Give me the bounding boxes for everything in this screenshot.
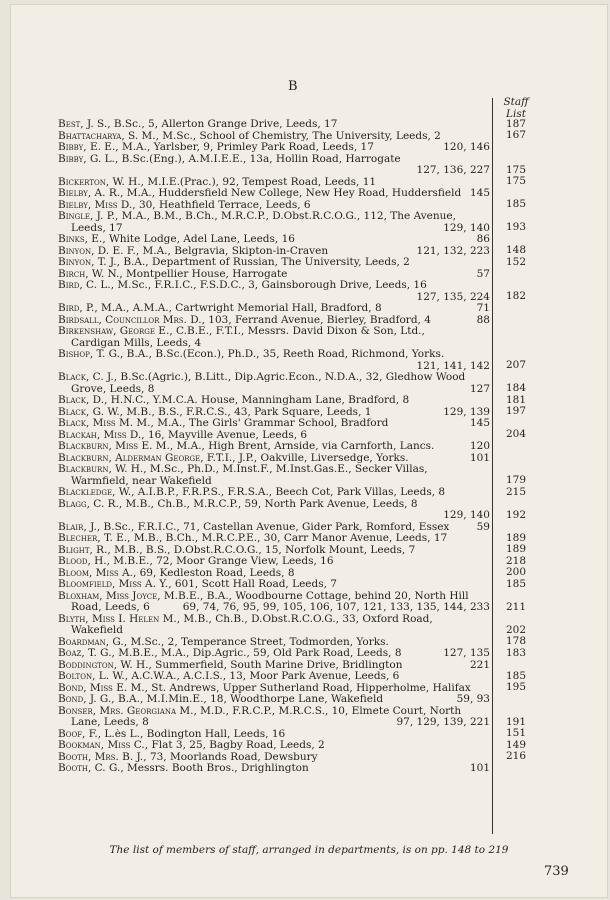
entry-line (58, 510, 490, 522)
entry-name: Bielby, Miss D. (58, 199, 133, 211)
directory-entry (58, 568, 490, 580)
entry-list (58, 119, 490, 775)
entry-line (58, 579, 490, 591)
entry-name: Bloxham, Miss Joyce (58, 590, 158, 602)
entry-line (58, 476, 490, 488)
directory-entry (58, 763, 490, 775)
entry-name: Black, Miss M. M. (58, 418, 151, 429)
staff-number: 197 (505, 405, 527, 417)
entry-name: Bookman, Miss C. (58, 740, 145, 751)
entry-line (58, 384, 490, 396)
entry-pages: 129, 140 (443, 221, 490, 234)
entry-text: Black, Miss M. M., M.A., The Girls' Grammar School, Bradford (58, 418, 389, 429)
entry-line (58, 752, 490, 764)
entry-text: Blagg, C. R., M.B., Ch.B., M.R.C.P., 59, North Park Avenue, Leeds, 8 (58, 498, 418, 510)
entry-text: Blackburn, Alderman George, F.T.I., J.P., Oakville, Liversedge, Yorks. (58, 452, 409, 464)
directory-entry (58, 188, 490, 200)
staff-number: 185 (505, 198, 527, 210)
entry-line (58, 625, 490, 637)
staff-number: 207 (505, 359, 527, 371)
entry-line (58, 315, 490, 327)
entry-line (58, 464, 490, 476)
entry-name: Bolton, L. W. (58, 671, 125, 682)
staff-header-line-1: Staff (503, 96, 529, 108)
entry-line (58, 453, 490, 465)
entry-name: Boardman, G. (58, 636, 124, 648)
entry-name: Binyon, D. E. F. (58, 245, 136, 257)
entry-text: Birkenshaw, George E., C.B.E., F.T.I., Messrs. David Dixon & Son, Ltd., (58, 326, 425, 337)
entry-name: Blackburn, Alderman George (58, 452, 201, 464)
entry-pages: 221 (469, 658, 490, 671)
entry-name: Bielby, A. R. (58, 188, 121, 199)
directory-entry (58, 522, 490, 534)
directory-entry (58, 303, 490, 315)
entry-name: Blecher, T. E. (58, 533, 128, 544)
directory-entry (58, 349, 490, 372)
staff-number: 182 (505, 290, 527, 302)
entry-name: Black, G. W. (58, 406, 120, 418)
entry-name: Binks, E. (58, 234, 103, 245)
directory-entry (58, 499, 490, 522)
entry-name: Bloomfield, Miss A. Y. (58, 579, 169, 590)
entry-text: Booth, Mrs. B. J., 73, Moorlands Road, Dewsbury (58, 751, 318, 763)
directory-entry (58, 154, 490, 177)
directory-entry (58, 579, 490, 591)
page-number: 739 (544, 864, 569, 879)
entry-line (58, 740, 490, 752)
staff-number: 178 (505, 635, 527, 647)
staff-number: 191 (505, 715, 527, 728)
entry-name: Bhattacharya, S. M. (58, 130, 156, 142)
entry-name: Blackburn, Miss E. M. (58, 441, 170, 452)
entry-line (58, 269, 490, 281)
staff-header-line-2: List (506, 107, 526, 120)
directory-entry (58, 545, 490, 557)
staff-number: 148 (505, 244, 527, 256)
directory-entry (58, 752, 490, 764)
entry-text: Blair, J., B.Sc., F.R.I.C., 71, Castellan Avenue, Gider Park, Romford, Essex (58, 521, 450, 533)
staff-number: 187 (505, 117, 527, 130)
entry-name: Blagg, C. R. (58, 498, 119, 510)
entry-text: Boardman, G., M.Sc., 2, Temperance Street, Todmorden, Yorks. (58, 636, 389, 648)
staff-number: 218 (505, 554, 527, 567)
directory-entry (58, 660, 490, 672)
entry-pages: 145 (469, 187, 490, 199)
staff-number: 167 (505, 129, 527, 141)
entry-line (58, 292, 490, 304)
entry-text: Bibby, G. L., B.Sc.(Eng.), A.M.I.E.E., 13a, Hollin Road, Harrogate (58, 153, 401, 165)
entry-line (58, 614, 490, 626)
entry-line (58, 165, 490, 177)
directory-entry (58, 177, 490, 189)
entry-line (58, 545, 490, 557)
entry-pages: 57 (476, 267, 490, 280)
entry-name: Blair, J. (58, 521, 97, 533)
entry-text: Bloomfield, Miss A. Y., 601, Scott Hall Road, Leeds, 7 (58, 579, 337, 590)
entry-text: Black, D., H.N.C., Y.M.C.A. House, Manningham Lane, Bradford, 8 (58, 395, 410, 406)
entry-line (58, 637, 490, 649)
entry-pages: 127, 135, 224 (416, 290, 490, 303)
entry-pages: 59 (476, 520, 490, 533)
entry-line (58, 372, 490, 384)
entry-line (58, 280, 490, 292)
staff-number: 215 (505, 485, 527, 498)
staff-number: 184 (505, 382, 527, 394)
entry-pages: 127, 136, 227 (416, 164, 490, 176)
entry-pages: 101 (469, 451, 490, 464)
directory-entry (58, 119, 490, 131)
entry-text: Blight, R., M.B., B.S., D.Obst.R.C.O.G., 15, Norfolk Mount, Leeds, 7 (58, 544, 416, 556)
directory-entry (58, 740, 490, 752)
directory-entry (58, 706, 490, 729)
directory-entry (58, 246, 490, 258)
entry-text: Best, J. S., B.Sc., 5, Allerton Grange Drive, Leeds, 17 (58, 119, 338, 130)
entry-name: Boaz, T. G. (58, 648, 112, 659)
staff-number: 204 (505, 428, 527, 440)
directory-entry (58, 131, 490, 143)
directory-page (10, 4, 608, 898)
directory-entry (58, 487, 490, 499)
directory-entry (58, 372, 490, 395)
directory-entry (58, 430, 490, 442)
entry-text: Bloom, Miss A., 69, Kedleston Road, Leeds, 8 (58, 567, 295, 579)
directory-entry (58, 671, 490, 683)
entry-pages: 59, 93 (456, 693, 490, 705)
entry-line (58, 556, 490, 568)
entry-line (58, 200, 490, 212)
entry-name: Bibby, G. L. (58, 153, 115, 165)
directory-entry (58, 407, 490, 419)
staff-number: 179 (505, 474, 527, 486)
entry-name: Blackah, Miss D. (58, 429, 142, 441)
directory-entry (58, 453, 490, 465)
entry-line (58, 763, 490, 775)
entry-pages: 127, 135 (443, 647, 490, 659)
entry-name: Birdsall, Councillor Mrs. D. (58, 314, 202, 326)
entry-line (58, 326, 490, 338)
entry-text: Bloxham, Miss Joyce, M.B.E., B.A., Woodbourne Cottage, behind 20, North Hill (58, 590, 469, 602)
entry-text: Bickerton, W. H., M.I.E.(Prac.), 92, Tempest Road, Leeds, 11 (58, 176, 377, 188)
staff-number: 152 (505, 255, 527, 268)
entry-text: Warmfield, near Wakefield (71, 475, 212, 487)
staff-number: 193 (505, 221, 527, 233)
entry-text: Grove, Leeds, 8 (71, 383, 155, 395)
entry-text: Lane, Leeds, 8 (71, 717, 149, 728)
entry-text: Cardigan Mills, Leeds, 4 (71, 337, 202, 349)
entry-name: Bird, P. (58, 303, 95, 314)
entry-line (58, 142, 490, 154)
entry-text: Road, Leeds, 6 (71, 602, 150, 613)
entry-name: Bond, Miss E. M. (58, 682, 145, 694)
entry-line (58, 683, 490, 695)
entry-text: Blackburn, W. H., M.Sc., Ph.D., M.Inst.F., M.Inst.Gas.E., Secker Villas, (58, 464, 428, 475)
entry-pages: 71 (476, 302, 490, 314)
entry-line (58, 729, 490, 741)
staff-number: 149 (505, 738, 527, 751)
directory-entry (58, 694, 490, 706)
entry-text: Bird, P., M.A., A.M.A., Cartwright Memorial Hall, Bradford, 8 (58, 303, 382, 314)
entry-pages: 121, 132, 223 (416, 244, 490, 257)
directory-entry (58, 533, 490, 545)
entry-pages: 121, 141, 142 (416, 359, 490, 372)
directory-entry (58, 326, 490, 349)
directory-entry (58, 142, 490, 154)
staff-number: 175 (505, 175, 527, 187)
entry-line (58, 234, 490, 246)
entry-pages: 69, 74, 76, 95, 99, 105, 106, 107, 121, 133, 135, 144, 233 (182, 601, 490, 613)
entry-name: Blackburn, W. H. (58, 464, 144, 475)
staff-number: 216 (505, 750, 527, 762)
entry-pages: 88 (476, 313, 490, 326)
staff-number: 175 (505, 163, 527, 176)
entry-pages: 127 (469, 382, 490, 395)
entry-text: Boof, F., L.ès L., Bodington Hall, Leeds, 16 (58, 728, 286, 740)
entry-name: Birkenshaw, George E. (58, 326, 170, 337)
entry-name: Bingle, J. P. (58, 211, 115, 222)
entry-text: Booth, C. G., Messrs. Booth Bros., Drighlington (58, 763, 309, 774)
entry-name: Booth, C. G. (58, 763, 121, 774)
entry-line (58, 671, 490, 683)
entry-name: Bonser, Mrs. Georgiana M. (58, 705, 194, 717)
staff-number: 195 (505, 681, 527, 693)
entry-line (58, 407, 490, 419)
entry-text: Bolton, L. W., A.C.W.A., A.C.I.S., 13, Moor Park Avenue, Leeds, 6 (58, 671, 400, 682)
entry-name: Best, J. S. (58, 119, 108, 130)
entry-line (58, 602, 490, 614)
entry-text: Blackah, Miss D., 16, Mayville Avenue, Leeds, 6 (58, 429, 308, 441)
staff-number: 202 (505, 623, 527, 636)
entry-pages: 86 (476, 233, 490, 245)
entry-pages: 129, 140 (443, 509, 490, 521)
entry-line (58, 349, 490, 361)
entry-name: Boddington, W. H. (58, 659, 149, 671)
staff-number: 189 (505, 543, 527, 555)
directory-entry (58, 464, 490, 487)
entry-line (58, 694, 490, 706)
directory-entry (58, 211, 490, 234)
entry-line (58, 303, 490, 315)
entry-name: Birch, W. N. (58, 268, 120, 280)
directory-entry (58, 257, 490, 269)
entry-text: Blackburn, Miss E. M., M.A., High Brent, Arnside, via Carnforth, Lancs. (58, 441, 435, 452)
entry-text: Bhattacharya, S. M., M.Sc., School of Chemistry, The University, Leeds, 2 (58, 130, 441, 142)
entry-text: Black, G. W., M.B., B.S., F.R.C.S., 43, Park Square, Leeds, 1 (58, 406, 372, 418)
entry-text: Birch, W. N., Montpellier House, Harrogate (58, 268, 288, 280)
entry-line (58, 395, 490, 407)
entry-pages: 101 (469, 762, 490, 774)
entry-line (58, 418, 490, 430)
entry-line (58, 487, 490, 499)
entry-text: Binks, E., White Lodge, Adel Lane, Leeds, 16 (58, 234, 295, 245)
entry-text: Binyon, D. E. F., M.A., Belgravia, Skipton-in-Craven (58, 245, 329, 257)
entry-name: Binyon, T. J. (58, 257, 117, 268)
entry-line (58, 568, 490, 580)
footer-note: The list of members of staff, arranged in departments, is on pp. 148 to 219 (109, 844, 509, 856)
entry-line (58, 361, 490, 373)
directory-entry (58, 441, 490, 453)
entry-line (58, 533, 490, 545)
entry-line (58, 119, 490, 131)
entry-name: Black, D. (58, 395, 105, 406)
directory-entry (58, 614, 490, 637)
entry-text: Boaz, T. G., M.B.E., M.A., Dip.Agric., 59, Old Park Road, Leeds, 8 (58, 648, 402, 659)
entry-line (58, 648, 490, 660)
directory-entry (58, 729, 490, 741)
entry-name: Blackledge, W. (58, 487, 132, 498)
entry-pages: 129, 139 (443, 405, 490, 418)
entry-text: Leeds, 17 (71, 222, 123, 234)
entry-name: Bloom, Miss A. (58, 567, 133, 579)
entry-line (58, 257, 490, 269)
staff-number: 185 (505, 577, 527, 590)
entry-name: Black, C. J. (58, 372, 114, 383)
entry-name: Bond, J. G. (58, 694, 112, 705)
entry-text: Black, C. J., B.Sc.(Agric.), B.Litt., Dip.Agric.Econ., N.D.A., 32, Gledhow Wood (58, 372, 466, 383)
entry-line (58, 660, 490, 672)
entry-text: Blackledge, W., A.I.B.P., F.R.P.S., F.R.S.A., Beech Cot, Park Villas, Leeds, 8 (58, 487, 446, 498)
entry-text: Bielby, Miss D., 30, Heathfield Terrace, Leeds, 6 (58, 199, 311, 211)
entry-text: Bingle, J. P., M.A., B.M., B.Ch., M.R.C.P., D.Obst.R.C.O.G., 112, The Avenue, (58, 211, 456, 222)
entry-line (58, 223, 490, 235)
entry-pages: 97, 129, 139, 221 (396, 716, 490, 728)
directory-entry (58, 315, 490, 327)
staff-number: 211 (505, 600, 527, 613)
entry-line (58, 717, 490, 729)
entry-text: Bookman, Miss C., Flat 3, 25, Bagby Road, Leeds, 2 (58, 740, 325, 751)
entry-text: Bishop, T. G., B.A., B.Sc.(Econ.), Ph.D., 35, Reeth Road, Richmond, Yorks. (58, 349, 445, 360)
entry-line (58, 177, 490, 189)
staff-number: 185 (505, 669, 527, 682)
directory-entry (58, 418, 490, 430)
entry-line (58, 430, 490, 442)
staff-number: 151 (505, 727, 527, 739)
entry-text: Boddington, W. H., Summerfield, South Marine Drive, Bridlington (58, 659, 403, 671)
directory-entry (58, 637, 490, 649)
entry-pages: 145 (469, 417, 490, 429)
entry-name: Bishop, T. G. (58, 349, 120, 360)
staff-number: 192 (505, 508, 527, 521)
entry-pages: 120, 146 (443, 141, 490, 153)
entry-text: Bond, Miss E. M., St. Andrews, Upper Sutherland Road, Hipperholme, Halifax (58, 682, 471, 694)
entry-name: Bibby, E. E. (58, 142, 116, 153)
staff-list-header (498, 97, 534, 120)
entry-name: Booth, Mrs. B. J. (58, 751, 144, 763)
entry-text: Blood, H., M.B.E., 72, Moor Grange View, Leeds, 16 (58, 556, 334, 567)
entry-line (58, 188, 490, 200)
directory-entry (58, 200, 490, 212)
entry-text: Bielby, A. R., M.A., Huddersfield New College, New Hey Road, Huddersfield (58, 188, 462, 199)
staff-number: 183 (505, 646, 527, 659)
column-divider (492, 98, 493, 834)
entry-line (58, 499, 490, 511)
entry-text: Bond, J. G., B.A., M.I.Min.E., 18, Woodthorpe Lane, Wakefield (58, 694, 384, 705)
entry-text: Binyon, T. J., B.A., Department of Russian, The University, Leeds, 2 (58, 257, 410, 268)
directory-entry (58, 269, 490, 281)
entry-pages: 120 (469, 440, 490, 452)
entry-name: Boof, F. (58, 728, 98, 740)
entry-line (58, 211, 490, 223)
directory-entry (58, 234, 490, 246)
entry-text: Birdsall, Councillor Mrs. D., 103, Ferrand Avenue, Bierley, Bradford, 4 (58, 314, 431, 326)
directory-entry (58, 591, 490, 614)
entry-name: Bickerton, W. H. (58, 176, 141, 188)
entry-text: Blyth, Miss I. Helen M., M.B., Ch.B., D.Obst.R.C.O.G., 33, Oxford Road, (58, 613, 433, 625)
entry-text: Bonser, Mrs. Georgiana M., M.D., F.R.C.P., M.R.C.S., 10, Elmete Court, North (58, 705, 462, 717)
directory-entry (58, 280, 490, 303)
entry-line (58, 522, 490, 534)
entry-line (58, 338, 490, 350)
entry-name: Blight, R. (58, 544, 108, 556)
entry-name: Bird, C. L. (58, 280, 111, 291)
entry-line (58, 131, 490, 143)
directory-entry (58, 648, 490, 660)
staff-number: 189 (505, 531, 527, 544)
directory-entry (58, 395, 490, 407)
entry-text: Blecher, T. E., M.B., B.Ch., M.R.C.P.E., 30, Carr Manor Avenue, Leeds, 17 (58, 533, 448, 544)
entry-text: Wakefield (71, 625, 124, 636)
entry-text: Bird, C. L., M.Sc., F.R.I.C., F.S.D.C., 3, Gainsborough Drive, Leeds, 16 (58, 280, 427, 291)
entry-line (58, 246, 490, 258)
entry-text: Bibby, E. E., M.A., Yarlsber, 9, Primley Park Road, Leeds, 17 (58, 142, 374, 153)
entry-name: Blood, H. (58, 556, 107, 567)
directory-entry (58, 556, 490, 568)
directory-entry (58, 683, 490, 695)
entry-name: Blyth, Miss I. Helen (58, 613, 160, 625)
staff-number: 200 (505, 566, 527, 578)
section-letter: B (288, 79, 299, 94)
entry-line (58, 441, 490, 453)
staff-number: 181 (505, 393, 527, 406)
